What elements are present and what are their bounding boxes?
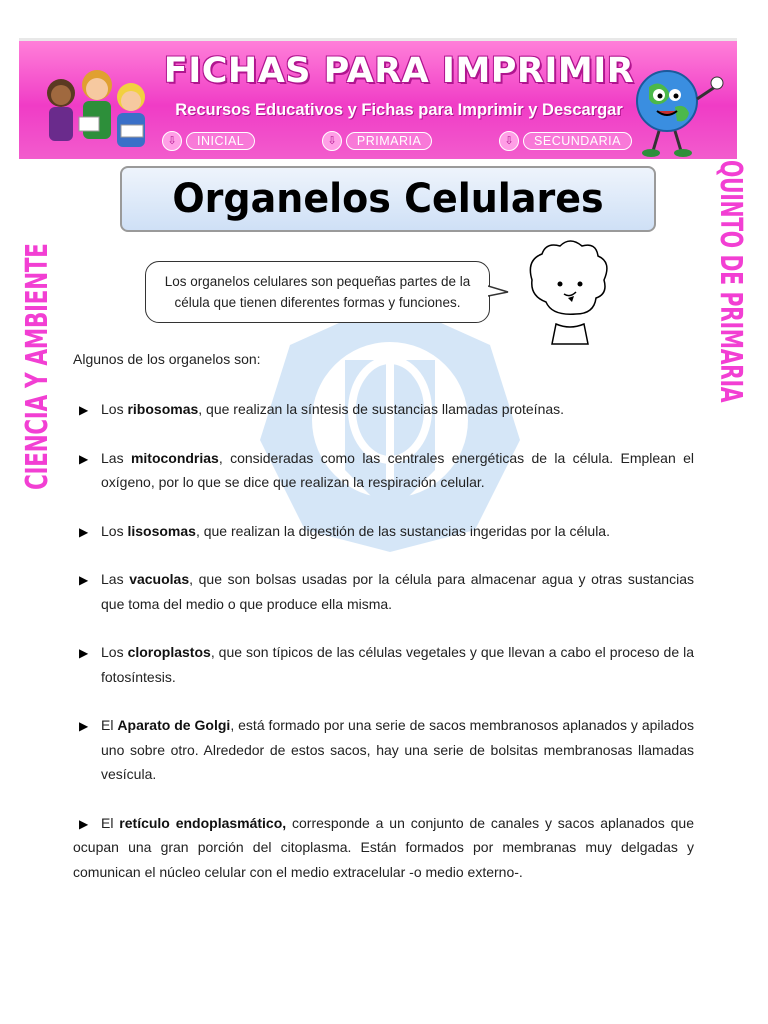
bubble-tail bbox=[488, 282, 510, 302]
down-arrow-icon: ⇩ bbox=[162, 131, 182, 151]
item-term: lisosomas bbox=[127, 522, 196, 539]
triangle-bullet-icon: ▶ bbox=[79, 451, 89, 466]
item-description: , está formado por una serie de sacos membranosos aplanados y apilados uno sobre otro. Alrededor de estos sacos, hay una serie de bolsitas membranosas llamadas vesícula. bbox=[101, 717, 694, 782]
side-grade-label: QUINTO DE PRIMARIA bbox=[713, 160, 748, 403]
triangle-bullet-icon: ▶ bbox=[79, 719, 89, 733]
list-item bbox=[73, 640, 694, 689]
item-description: , que realizan la digestión de las sustancias ingeridas por la célula. bbox=[195, 522, 610, 539]
triangle-bullet-icon: ▶ bbox=[79, 573, 89, 587]
header-banner bbox=[19, 38, 737, 159]
nav-inicial-label[interactable]: INICIAL bbox=[186, 132, 255, 150]
intro-text: Algunos de los organelos son: bbox=[73, 351, 261, 367]
list-item bbox=[73, 519, 694, 544]
title-box bbox=[120, 166, 656, 232]
page-title: Organelos Celulares bbox=[172, 176, 604, 222]
item-prefix: Los bbox=[101, 522, 128, 539]
list-item bbox=[73, 567, 694, 616]
kids-illustration bbox=[33, 63, 161, 159]
item-description: , consideradas como las centrales energéticas de la célula. Emplean el oxígeno, por lo que se dice que realizan la respiración celular. bbox=[101, 449, 694, 490]
item-prefix: Las bbox=[101, 571, 130, 587]
globe-mascot-icon bbox=[619, 59, 729, 159]
item-prefix: Las bbox=[101, 449, 131, 466]
item-term: cloroplastos bbox=[127, 644, 211, 660]
item-term: retículo endoplasmático, bbox=[119, 814, 287, 831]
boy-cartoon-icon bbox=[520, 240, 620, 345]
triangle-bullet-icon: ▶ bbox=[79, 524, 89, 539]
nav-primaria-button[interactable] bbox=[322, 131, 432, 151]
bubble-line-2: célula que tienen diferentes formas y funciones. bbox=[174, 295, 461, 310]
triangle-bullet-icon: ▶ bbox=[79, 816, 89, 831]
nav-secundaria-label[interactable]: SECUNDARIA bbox=[523, 132, 632, 150]
triangle-bullet-icon: ▶ bbox=[79, 646, 89, 660]
item-prefix: Los bbox=[101, 401, 128, 417]
item-term: vacuolas bbox=[129, 571, 190, 587]
speech-bubble bbox=[145, 261, 490, 323]
item-term: mitocondrias bbox=[130, 449, 219, 466]
item-description: , que son bolsas usadas por la célula para almacenar agua y otras sustancias que toma del medio o que produce ella misma. bbox=[101, 571, 694, 612]
side-subject-label: CIENCIA Y AMBIENTE bbox=[20, 243, 55, 490]
list-item bbox=[73, 811, 694, 885]
item-description: corresponde a un conjunto de canales y sacos aplanados que ocupan una gran porción del citoplasma. Están formados por membranas muy delgadas y comunican el núcleo celular con el medio extracelular -o medio externo-. bbox=[73, 814, 694, 880]
down-arrow-icon: ⇩ bbox=[499, 131, 519, 151]
site-subtitle: Recursos Educativos y Fichas para Imprimir y Descargar bbox=[175, 101, 623, 119]
down-arrow-icon: ⇩ bbox=[322, 131, 342, 151]
nav-primaria-label[interactable]: PRIMARIA bbox=[346, 132, 432, 150]
item-description: , que realizan la síntesis de sustancias llamadas proteínas. bbox=[198, 401, 565, 417]
list-item bbox=[73, 713, 694, 787]
site-title: FICHAS PARA IMPRIMIR bbox=[163, 51, 635, 91]
nav-bar bbox=[162, 129, 632, 153]
nav-secundaria-button[interactable] bbox=[499, 131, 632, 151]
item-prefix: El bbox=[101, 814, 120, 831]
content-body bbox=[73, 347, 694, 908]
item-description: , que son típicos de las células vegetales y que llevan a cabo el proceso de la fotosíntesis. bbox=[101, 644, 695, 685]
bubble-line-1: Los organelos celulares son pequeñas partes de la bbox=[164, 274, 471, 289]
list-item bbox=[73, 397, 694, 422]
triangle-bullet-icon: ▶ bbox=[79, 403, 89, 417]
item-prefix: Los bbox=[101, 644, 128, 660]
item-term: ribosomas bbox=[127, 401, 199, 417]
item-prefix: El bbox=[101, 717, 118, 733]
list-item bbox=[73, 446, 694, 495]
nav-inicial-button[interactable] bbox=[162, 131, 255, 151]
item-term: Aparato de Golgi bbox=[117, 717, 231, 733]
